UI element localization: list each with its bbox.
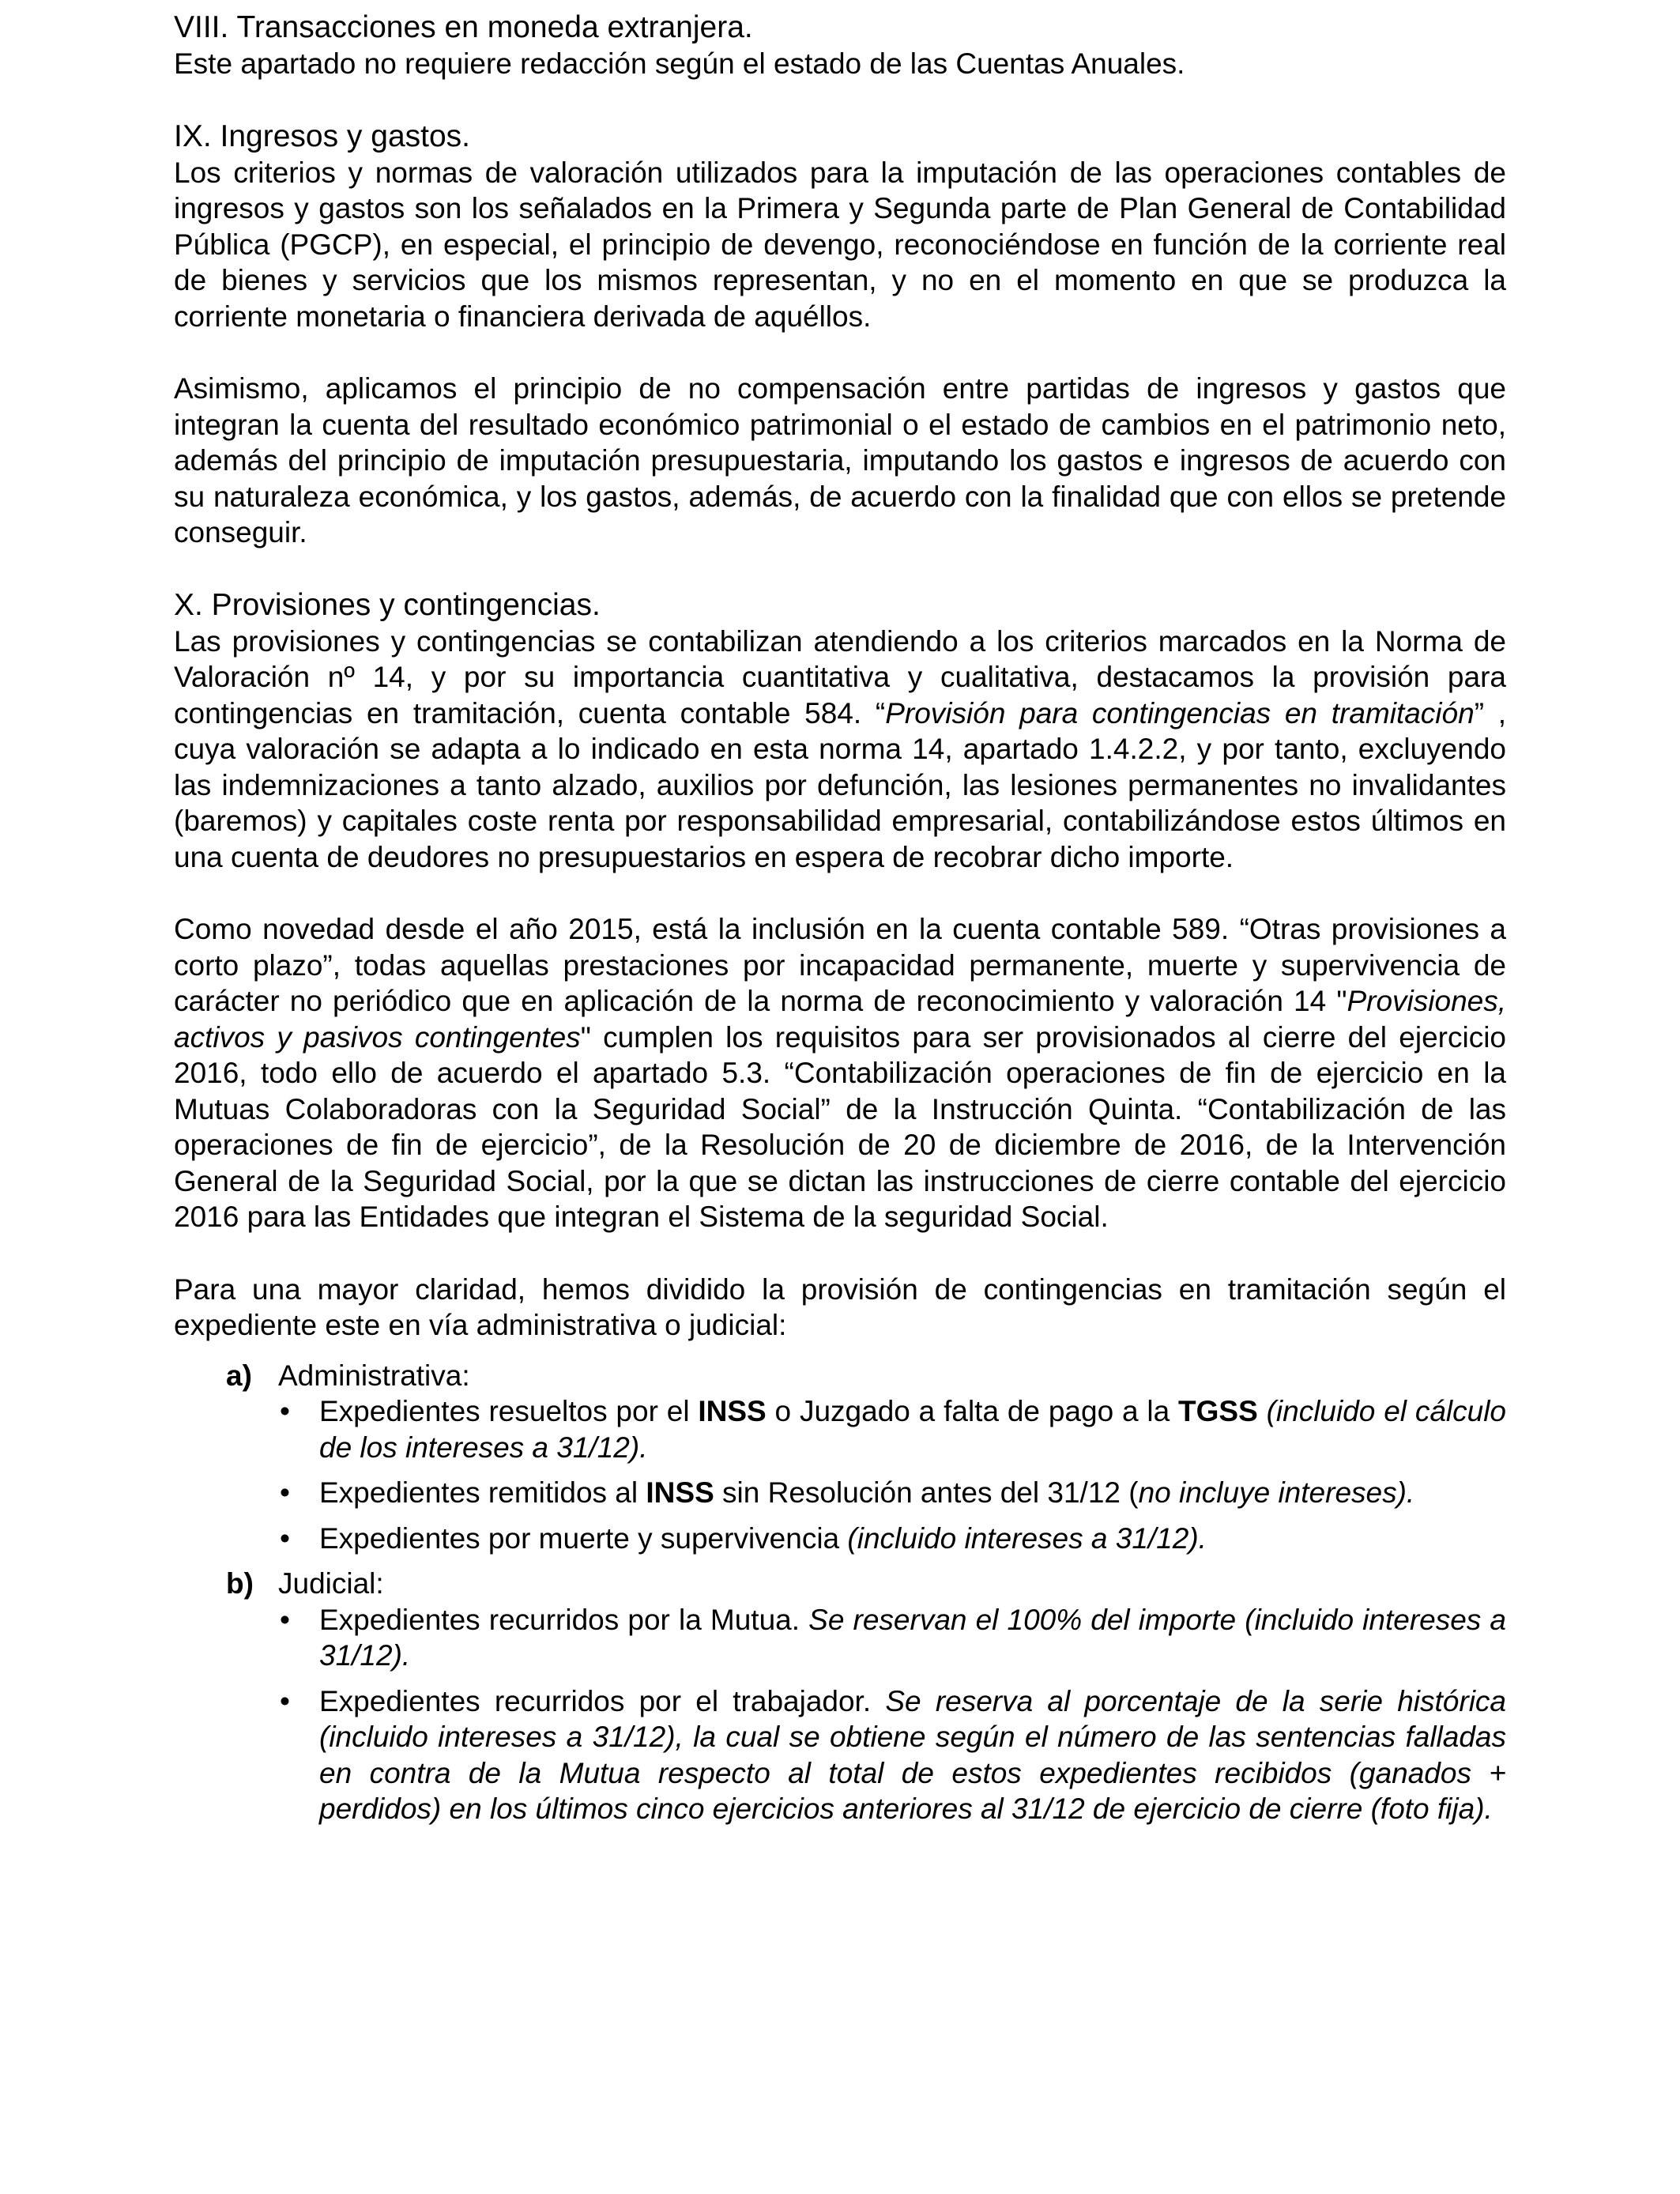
- italic-run: (incluido el cálculo de los intereses a 31/12).: [319, 1395, 1507, 1464]
- text-run: sin Resolución antes del 31/12 (: [714, 1476, 1139, 1509]
- bold-run: TGSS: [1178, 1395, 1258, 1427]
- list-item: [278, 1393, 1506, 1465]
- list-item: [278, 1521, 1506, 1557]
- text-run: Expedientes recurridos por el trabajador.: [319, 1684, 886, 1717]
- spacer: [174, 551, 1506, 587]
- bold-run: INSS: [698, 1395, 767, 1427]
- list-heading: [226, 1566, 1506, 1602]
- list-item: [278, 1475, 1506, 1511]
- italic-run: Provisiones, activos y pasivos contingentes: [174, 985, 1506, 1054]
- section-viii-paragraph: Este apartado no requiere redacción según el estado de las Cuentas Anuales.: [174, 47, 1185, 80]
- italic-run: (incluido intereses a 31/12).: [847, 1521, 1207, 1555]
- spacer: [174, 1344, 1506, 1358]
- bullet-icon: •: [280, 1395, 290, 1427]
- bold-run: INSS: [646, 1476, 714, 1509]
- section-x-paragraph-2: [174, 911, 1506, 1235]
- spacer: [174, 1235, 1506, 1272]
- spacer: [174, 334, 1506, 371]
- list-letter: b): [226, 1567, 254, 1600]
- bullet-icon: •: [280, 1521, 290, 1555]
- italic-run: Provisión para contingencias en tramitación: [885, 696, 1475, 729]
- document-page: [174, 9, 1506, 1837]
- text-run: Las provisiones y contingencias se contabilizan atendiendo a los criterios marcados en la Norma de Valoración nº 14, y por su importancia cuantitativa y cualitativa, destacamos la provisión para contingencias en tramitación, cuenta contable 584. “: [174, 624, 1506, 729]
- text-run: Expedientes remitidos al: [319, 1476, 646, 1509]
- list-item: [278, 1602, 1506, 1674]
- list-heading-label: Administrativa:: [278, 1359, 470, 1392]
- italic-run: Se reservan el 100% del importe (incluido intereses a 31/12).: [319, 1603, 1506, 1672]
- section-x-paragraph-3: Para una mayor claridad, hemos dividido la provisión de contingencias en tramitación según el expediente este en vía administrativa o judicial:: [174, 1272, 1506, 1341]
- list-administrativa: [226, 1358, 1506, 1827]
- text-run: Expedientes resueltos por el: [319, 1395, 699, 1427]
- text-run: [1258, 1395, 1267, 1427]
- text-run: o Juzgado a falta de pago a la: [766, 1395, 1179, 1427]
- list-item: [278, 1683, 1506, 1827]
- spacer: [174, 875, 1506, 911]
- bullet-icon: •: [280, 1603, 290, 1636]
- spacer: [174, 82, 1506, 119]
- list-heading-label: Judicial:: [278, 1567, 384, 1600]
- text-run: Expedientes por muerte y supervivencia: [319, 1521, 848, 1555]
- bullet-icon: •: [280, 1684, 290, 1717]
- text-run: " cumplen los requisitos para ser provisionados al cierre del ejercicio 2016, todo ello de acuerdo el apartado 5.3. “Contabilización operaciones de fin de ejercicio en la Mutuas Colaboradoras con la Seguridad Social” de la Instrucción Quinta. “Contabilización de las operaciones de fin de ejercicio”, de la Resolución de 20 de diciembre de 2016, de la Intervención General de la Seguridad Social, por la que se dictan las instrucciones de cierre contable del ejercicio 2016 para las Entidades que integran el Sistema de la seguridad Social.: [174, 1020, 1506, 1233]
- bullet-list: [278, 1393, 1506, 1556]
- section-title-x: X. Provisiones y contingencias.: [174, 587, 601, 622]
- text-run: Expedientes recurridos por la Mutua.: [319, 1603, 809, 1636]
- list-letter: a): [226, 1359, 252, 1392]
- italic-run: Se reserva al porcentaje de la serie histórica (incluido intereses a 31/12), la cual se obtiene según el número de las sentencias falladas en contra de la Mutua respecto al total de estos expedientes recibidos (ganados + perdidos) en los últimos cinco ejercicios anteriores al 31/12 de ejercicio de cierre (foto fija).: [319, 1684, 1506, 1825]
- text-run: ” , cuya valoración se adapta a lo indicado en esta norma 14, apartado 1.4.2.2, y por tanto, excluyendo las indemnizaciones a tanto alzado, auxilios por defunción, las lesiones permanentes no invalidantes (baremos) y capitales coste renta por responsabilidad empresarial, contabilizándose estos últimos en una cuenta de deudores no presupuestarios en espera de recobrar dicho importe.: [174, 696, 1506, 873]
- list-heading: [226, 1358, 1506, 1394]
- section-ix-paragraph-1: Los criterios y normas de valoración utilizados para la imputación de las operaciones contables de ingresos y gastos son los señalados en la Primera y Segunda parte de Plan General de Contabilidad Pública (PGCP), en especial, el principio de devengo, reconociéndose en función de la corriente real de bienes y servicios que los mismos representan, y no en el momento en que se produzca la corriente monetaria o financiera derivada de aquéllos.: [174, 156, 1506, 333]
- section-title-viii: VIII. Transacciones en moneda extranjera.: [174, 10, 753, 44]
- section-x-paragraph-1: [174, 624, 1506, 876]
- section-ix-paragraph-2: Asimismo, aplicamos el principio de no compensación entre partidas de ingresos y gastos que integran la cuenta del resultado económico patrimonial o el estado de cambios en el patrimonio neto, además del principio de imputación presupuestaria, imputando los gastos e ingresos de acuerdo con su naturaleza económica, y los gastos, además, de acuerdo con la finalidad que con ellos se pretende conseguir.: [174, 372, 1506, 548]
- bullet-icon: •: [280, 1476, 290, 1509]
- text-run: Como novedad desde el año 2015, está la inclusión en la cuenta contable 589. “Otras provisiones a corto plazo”, todas aquellas prestaciones por incapacidad permanente, muerte y supervivencia de carácter no periódico que en aplicación de la norma de reconocimiento y valoración 14 ": [174, 913, 1506, 1017]
- section-title-ix: IX. Ingresos y gastos.: [174, 119, 471, 153]
- bullet-list: [278, 1602, 1506, 1827]
- italic-run: no incluye intereses).: [1138, 1476, 1415, 1509]
